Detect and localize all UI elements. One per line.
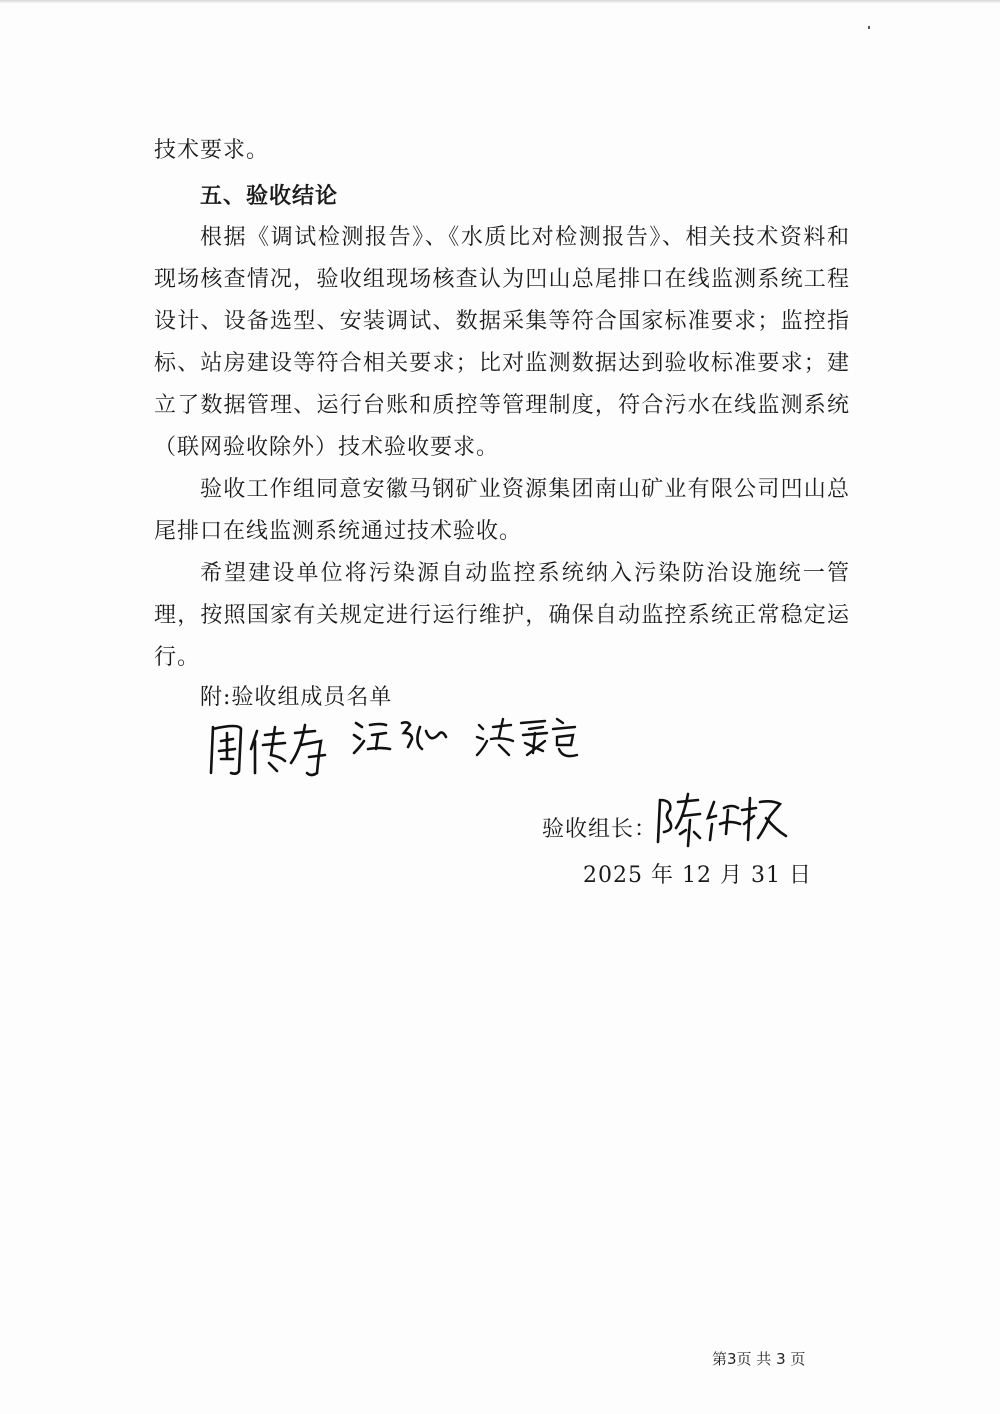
section-heading: 五、验收结论 bbox=[200, 183, 339, 209]
signature-member-1 bbox=[205, 715, 335, 785]
scan-edge bbox=[0, 0, 1000, 3]
signature-member-3 bbox=[473, 711, 583, 767]
continuation-text: 技术要求。 bbox=[154, 138, 270, 163]
signature-member-2 bbox=[350, 713, 460, 763]
conclusion-paragraph: 根据《调试检测报告》、《水质比对检测报告》、相关技术资料和现场核查情况，验收组现场核查认为凹山总尾排口在线监测系统工程设计、设备选型、安装调试、数据采集等符合国家标准要求；监控指标、站房建设等符合相关要求；比对监测数据达到验收标准要求；建立了数据管理、运行台账和质控等管理制度，符合污水在线监测系统（联网验收除外）技术验收要求。 bbox=[154, 225, 850, 460]
leader-signature-line bbox=[542, 812, 657, 843]
approval-paragraph: 验收工作组同意安徽马钢矿业资源集团南山矿业有限公司凹山总尾排口在线监测系统通过技术验收。 bbox=[154, 477, 850, 544]
signing-date: 2025 年 12 月 31 日 bbox=[583, 863, 812, 888]
signature-leader bbox=[652, 790, 792, 850]
leader-label: 验收组长： bbox=[542, 817, 658, 842]
hope-paragraph: 希望建设单位将污染源自动监控系统纳入污染防治设施统一管理，按照国家有关规定进行运行维护，确保自动监控系统正常稳定运行。 bbox=[154, 561, 850, 670]
page-number: 第3页 共 3 页 bbox=[712, 1350, 806, 1368]
scan-speck bbox=[868, 26, 870, 29]
attachment-label: 附:验收组成员名单 bbox=[200, 685, 393, 710]
